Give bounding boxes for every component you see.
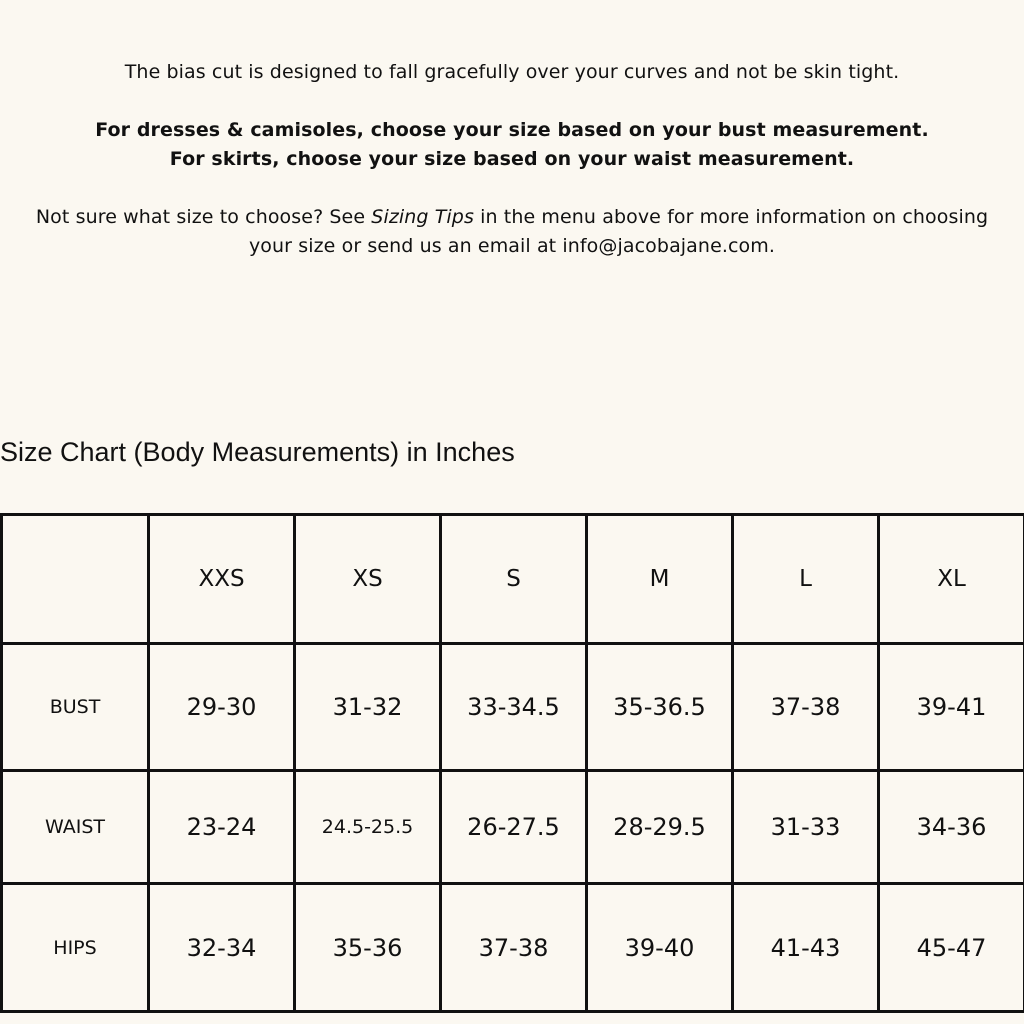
table-cell: 35-36.5	[587, 644, 733, 771]
corner-cell	[2, 515, 149, 644]
table-row-waist	[2, 771, 1024, 884]
table-cell: 23-24	[149, 771, 295, 884]
intro-text	[0, 58, 1024, 261]
table-cell: 33-34.5	[441, 644, 587, 771]
table-row-bust	[2, 644, 1024, 771]
table-cell: 31-32	[295, 644, 441, 771]
table-cell: 28-29.5	[587, 771, 733, 884]
sizing-tips-link[interactable]: Sizing Tips	[371, 206, 474, 228]
size-header-xxs: XXS	[149, 515, 295, 644]
skirt-guidance: For skirts, choose your size based on your waist measurement.	[169, 148, 855, 170]
table-cell: 41-43	[733, 884, 879, 1012]
help-line-2: your size or send us an email at info@jacobajane.com.	[248, 235, 776, 257]
size-header-xl: XL	[879, 515, 1024, 644]
size-header-s: S	[441, 515, 587, 644]
table-cell: 24.5-25.5	[295, 771, 441, 884]
help-suffix: in the menu above for more information on choosing	[473, 206, 989, 228]
row-label-bust: BUST	[2, 644, 149, 771]
table-cell: 29-30	[149, 644, 295, 771]
help-line-1	[0, 203, 1024, 232]
size-header-row	[2, 515, 1024, 644]
row-label-waist: WAIST	[2, 771, 149, 884]
dress-guidance: For dresses & camisoles, choose your size based on your bust measurement.	[95, 119, 929, 141]
table-cell: 31-33	[733, 771, 879, 884]
size-header-l: L	[733, 515, 879, 644]
table-cell: 37-38	[441, 884, 587, 1012]
size-guidance	[0, 116, 1024, 174]
table-cell: 34-36	[879, 771, 1024, 884]
table-row-hips	[2, 884, 1024, 1012]
table-cell: 26-27.5	[441, 771, 587, 884]
size-header-m: M	[587, 515, 733, 644]
size-chart-title: Size Chart (Body Measurements) in Inches	[0, 437, 515, 467]
help-prefix: Not sure what size to choose? See	[35, 206, 372, 228]
help-note	[0, 203, 1024, 261]
table-cell: 39-40	[587, 884, 733, 1012]
size-header-xs: XS	[295, 515, 441, 644]
table-cell: 37-38	[733, 644, 879, 771]
table-cell: 32-34	[149, 884, 295, 1012]
size-chart-table	[0, 513, 1024, 1013]
table-cell: 39-41	[879, 644, 1024, 771]
fit-note: The bias cut is designed to fall gracefully over your curves and not be skin tight.	[124, 61, 900, 83]
table-cell: 35-36	[295, 884, 441, 1012]
table-cell: 45-47	[879, 884, 1024, 1012]
row-label-hips: HIPS	[2, 884, 149, 1012]
